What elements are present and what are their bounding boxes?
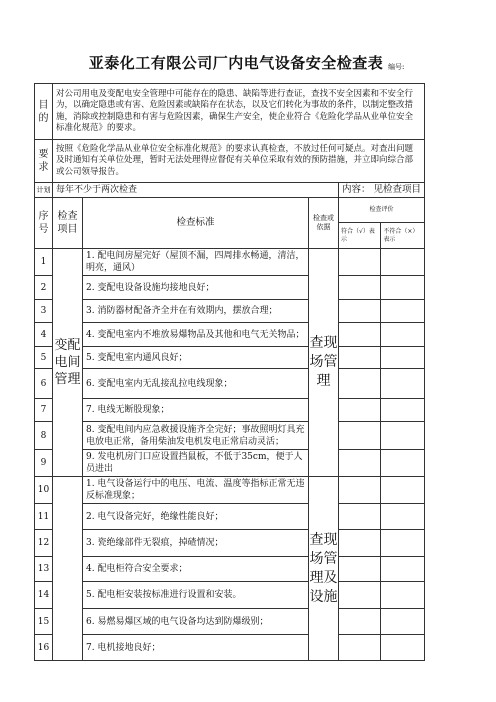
table-row	[35, 609, 425, 635]
header-standard: 检查标准	[83, 198, 309, 249]
row-number: 1	[35, 249, 53, 276]
row-nok-cell[interactable]	[381, 609, 425, 635]
row-ok-cell[interactable]	[339, 450, 381, 477]
purpose-text: 对公司用电及变配电安全管理中可能存在的隐患、缺陷等进行查证，查找不安全因素和不安全行为，以确定隐患或有害、危险因素或缺陷存在状态，以及它们转化为事故的条件，以制定整改措施，消除或控制隐患和有害与危险因素，确保生产安全，使企业符合《危险化学品从业单位安全标准化规范》的要求。	[53, 84, 425, 140]
header-ok: 符合（√）表示	[339, 223, 381, 249]
table-row	[35, 635, 425, 661]
row-nok-cell[interactable]	[381, 399, 425, 422]
row-number: 14	[35, 582, 53, 609]
row-nok-cell[interactable]	[381, 635, 425, 661]
row-standard: 3. 瓷绝缘部件无裂痕，掉碴情况；	[83, 530, 309, 557]
table-row	[35, 399, 425, 422]
row-standard: 6. 易燃易爆区域的电气设备均达到防爆级别；	[83, 609, 309, 635]
row-standard: 5. 变配电室内通风良好；	[83, 347, 309, 369]
table-row	[35, 530, 425, 557]
plan-label: 计划	[35, 183, 53, 198]
row-ok-cell[interactable]	[339, 276, 381, 300]
row-standard: 6. 变配电室内无乱接乱拉电线现象；	[83, 369, 309, 399]
row-standard: 7. 电线无断股现象；	[83, 399, 309, 422]
row-ok-cell[interactable]	[339, 557, 381, 582]
row-nok-cell[interactable]	[381, 530, 425, 557]
table-row	[35, 369, 425, 399]
row-standard: 7. 电机接地良好；	[83, 635, 309, 661]
plan-content: 内容： 见检查项目	[339, 183, 425, 198]
table-row	[35, 557, 425, 582]
row-nok-cell[interactable]	[381, 276, 425, 300]
row-standard: 1. 电气设备运行中的电压、电流、温度等指标正常无违反标准现象；	[83, 477, 309, 504]
row-number: 3	[35, 300, 53, 323]
row-standard: 4. 配电柜符合安全要求；	[83, 557, 309, 582]
table-row	[35, 582, 425, 609]
purpose-row	[35, 84, 425, 140]
doc-number-label: 编号:	[388, 63, 405, 71]
row-ok-cell[interactable]	[339, 369, 381, 399]
row-standard: 4. 变配电室内不堆放易爆物品及其他和电气无关物品；	[83, 323, 309, 347]
row-standard: 8. 变配电间内应急救援设施齐全完好；事故照明灯具充电放电正常，备用柴油发电机发电正常启动灵活；	[83, 422, 309, 450]
row-nok-cell[interactable]	[381, 300, 425, 323]
table-row	[35, 347, 425, 369]
row-nok-cell[interactable]	[381, 249, 425, 276]
header-nok: 不符合（×）表示	[381, 223, 425, 249]
inspection-table	[34, 83, 425, 661]
document-title: 亚泰化工有限公司厂内电气设备安全检查表	[88, 54, 384, 72]
table-row	[35, 477, 425, 504]
row-nok-cell[interactable]	[381, 504, 425, 530]
row-number: 8	[35, 422, 53, 450]
table-row	[35, 504, 425, 530]
table-row	[35, 450, 425, 477]
row-ok-cell[interactable]	[339, 300, 381, 323]
group-method: 查现场管理	[309, 249, 339, 477]
table-row	[35, 300, 425, 323]
row-ok-cell[interactable]	[339, 504, 381, 530]
row-number: 9	[35, 450, 53, 477]
row-ok-cell[interactable]	[339, 477, 381, 504]
row-ok-cell[interactable]	[339, 582, 381, 609]
header-item: 检查项目	[53, 198, 83, 249]
row-nok-cell[interactable]	[381, 347, 425, 369]
row-nok-cell[interactable]	[381, 422, 425, 450]
header-eval: 检查评价	[339, 198, 425, 223]
row-standard: 1. 配电间房屋完好（屋顶不漏，四周排水畅通，清洁，明亮，通风）	[83, 249, 309, 276]
row-nok-cell[interactable]	[381, 450, 425, 477]
purpose-label: 目的	[35, 84, 53, 140]
row-nok-cell[interactable]	[381, 477, 425, 504]
row-number: 16	[35, 635, 53, 661]
row-number: 10	[35, 477, 53, 504]
row-number: 11	[35, 504, 53, 530]
row-number: 5	[35, 347, 53, 369]
row-number: 15	[35, 609, 53, 635]
row-standard: 5. 配电柜安装按标准进行设置和安装。	[83, 582, 309, 609]
row-ok-cell[interactable]	[339, 530, 381, 557]
row-ok-cell[interactable]	[339, 347, 381, 369]
row-ok-cell[interactable]	[339, 249, 381, 276]
plan-row	[35, 183, 425, 198]
row-standard: 9. 发电机房门口应设置挡鼠板，不低于35cm，便于人员进出	[83, 450, 309, 477]
row-ok-cell[interactable]	[339, 609, 381, 635]
row-ok-cell[interactable]	[339, 635, 381, 661]
table-row	[35, 422, 425, 450]
row-number: 2	[35, 276, 53, 300]
row-number: 7	[35, 399, 53, 422]
row-number: 4	[35, 323, 53, 347]
row-number: 13	[35, 557, 53, 582]
table-row	[35, 323, 425, 347]
row-standard: 3. 消防器材配备齐全并在有效期内，摆放合理；	[83, 300, 309, 323]
row-nok-cell[interactable]	[381, 557, 425, 582]
row-standard: 2. 电气设备完好，绝缘性能良好；	[83, 504, 309, 530]
header-row	[35, 198, 425, 223]
plan-text: 每年不少于两次检查	[53, 183, 339, 198]
row-nok-cell[interactable]	[381, 323, 425, 347]
row-number: 6	[35, 369, 53, 399]
group-label: 变配电间管理	[53, 249, 83, 477]
row-ok-cell[interactable]	[339, 399, 381, 422]
requirement-text: 按照《危险化学品从业单位安全标准化规范》的要求认真检查，不放过任何可疑点。对查出问题及时通知有关单位处理，暂时无法处理得应督促有关单位采取有效的预防措施，并立即向综合部或公司领导报告。	[53, 140, 425, 183]
row-nok-cell[interactable]	[381, 369, 425, 399]
group-method: 查现场管理及设施	[309, 477, 339, 661]
row-nok-cell[interactable]	[381, 582, 425, 609]
requirement-label: 要求	[35, 140, 53, 183]
row-standard: 2. 变配电设备设施均接地良好；	[83, 276, 309, 300]
table-row	[35, 249, 425, 276]
row-ok-cell[interactable]	[339, 323, 381, 347]
requirement-row	[35, 140, 425, 183]
header-seq: 序号	[35, 198, 53, 249]
row-ok-cell[interactable]	[339, 422, 381, 450]
row-number: 12	[35, 530, 53, 557]
header-method: 检查或依据	[309, 198, 339, 249]
table-row	[35, 276, 425, 300]
group-item-blank	[53, 477, 83, 661]
